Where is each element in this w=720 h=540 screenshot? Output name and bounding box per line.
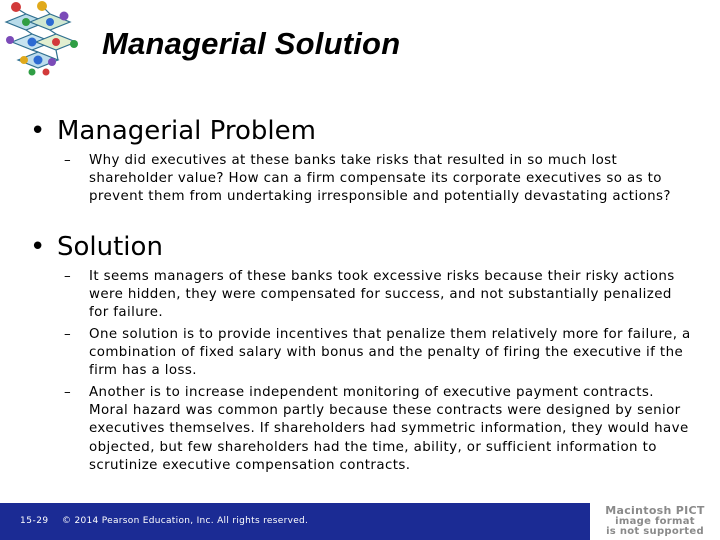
sub-bullet-item (64, 326, 696, 381)
slide-number: 15-29 (20, 516, 49, 526)
dash-icon: – (64, 269, 72, 284)
section-heading-text: Solution (57, 232, 163, 262)
bullet-icon: • (30, 116, 46, 146)
dash-icon: – (64, 327, 72, 342)
section-heading-text: Managerial Problem (57, 116, 316, 146)
slide-title: Managerial Solution (102, 26, 401, 61)
placeholder-line: is not supported (606, 526, 704, 537)
sub-bullet-item (64, 384, 696, 475)
placeholder-line: image format (615, 515, 695, 527)
dash-icon: – (64, 385, 72, 400)
placeholder-line: Macintosh PICT (605, 504, 705, 517)
sub-bullet-item (64, 152, 696, 207)
sub-bullet-text: It seems managers of these banks took excessive risks because their risky actions were hidden, they were compensated for success, and not substantially penalized for failure. (89, 269, 675, 321)
sub-bullet-item (64, 268, 696, 323)
sub-bullet-text: Why did executives at these banks take risks that resulted in so much lost shareholder value? How can a firm compensate its corporate executives so as to prevent them from undertaking irresponsible and potentially devastating actions? (89, 153, 671, 205)
unsupported-image-placeholder (590, 503, 720, 540)
footer-bar (0, 503, 590, 540)
dash-icon: – (64, 153, 72, 168)
sub-bullet-text: One solution is to provide incentives that penalize them relatively more for failure, a combination of fixed salary with bonus and the penalty of firing the executive if the firm has a loss. (89, 327, 691, 379)
molecule-stack-logo-icon (2, 0, 84, 78)
sub-bullet-text: Another is to increase independent monitoring of executive payment contracts. Moral hazard was common partly because these contracts were designed by senior executives themselves. If shareholders had symmetric information, they would have objected, but few shareholders had the time, ability, or sufficient information to scrutinize executive compensation contracts. (89, 385, 689, 473)
copyright-notice: © 2014 Pearson Education, Inc. All rights reserved. (62, 516, 309, 526)
bullet-icon: • (30, 232, 46, 262)
